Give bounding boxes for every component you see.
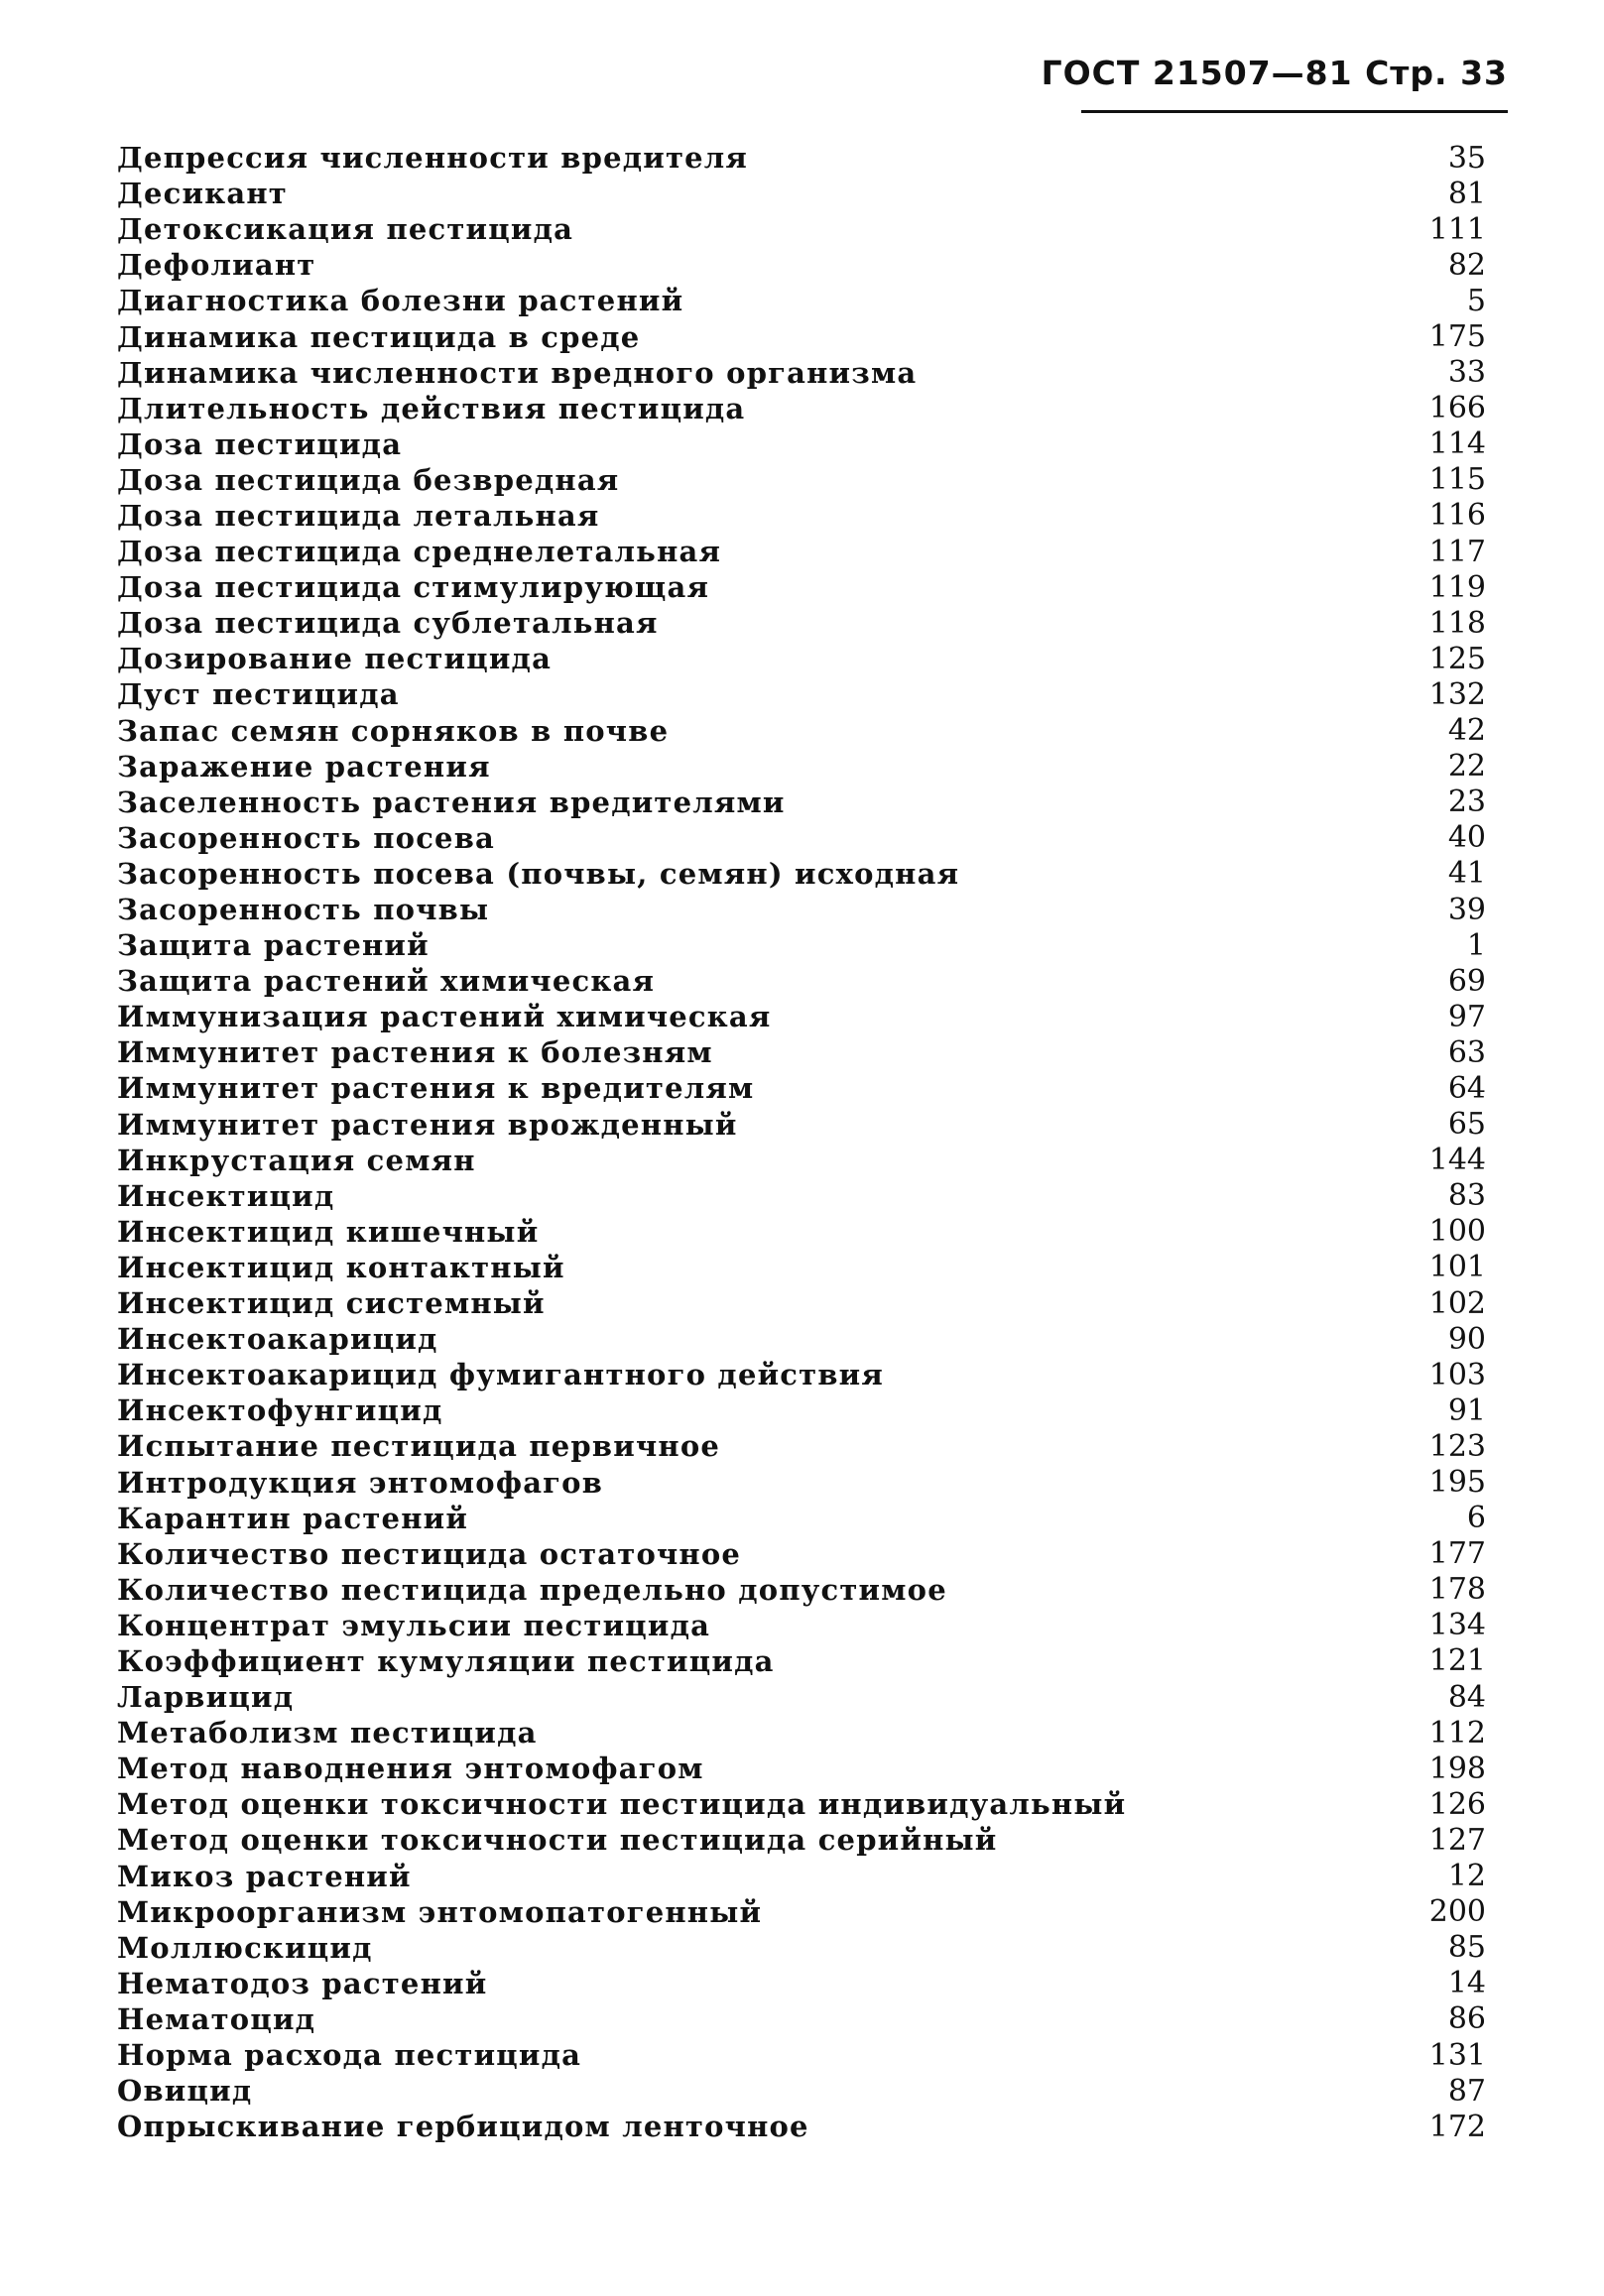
index-page-number: 116: [1428, 498, 1486, 534]
index-term: Засоренность почвы: [117, 893, 490, 927]
index-entry: [117, 247, 1486, 283]
index-page-number: 112: [1428, 1715, 1486, 1751]
index-entry: [117, 1250, 1486, 1285]
index-entry: [117, 534, 1486, 569]
index-term: Метод оценки токсичности пестицида серийный: [117, 1823, 998, 1858]
index-entry: [117, 1715, 1486, 1751]
index-term: Ларвицид: [117, 1680, 295, 1715]
index-entry: [117, 1392, 1486, 1428]
index-entry: [117, 498, 1486, 534]
index-term: Доза пестицида: [117, 426, 403, 461]
index-page-number: 101: [1428, 1250, 1486, 1285]
index-entry: [117, 2037, 1486, 2073]
index-page-number: 81: [1447, 176, 1486, 211]
index-page-number: 23: [1447, 785, 1486, 820]
index-entry: [117, 318, 1486, 354]
index-entry: [117, 1464, 1486, 1500]
index-entry: [117, 963, 1486, 999]
index-page-number: 132: [1428, 676, 1486, 712]
index-page-number: 103: [1428, 1357, 1486, 1392]
index-entry: [117, 856, 1486, 892]
index-page-number: 63: [1447, 1034, 1486, 1070]
index-entry: [117, 999, 1486, 1034]
index-page-number: 166: [1428, 391, 1486, 426]
index-page-number: 97: [1447, 999, 1486, 1034]
index-entry: [117, 1143, 1486, 1178]
index-term: Доза пестицида сублетальная: [117, 606, 659, 641]
index-term: Овицид: [117, 2074, 253, 2109]
index-page-number: 121: [1428, 1643, 1486, 1679]
index-term: Опрыскивание гербицидом ленточное: [117, 2110, 809, 2144]
index-page-number: 200: [1428, 1894, 1486, 1930]
index-entry: [117, 1859, 1486, 1894]
index-term: Детоксикация пестицида: [117, 212, 574, 247]
index-entry: [117, 2073, 1486, 2109]
page-header: [1041, 54, 1508, 113]
index-term: Концентрат эмульсии пестицида: [117, 1608, 711, 1642]
index-term: Иммунизация растений химическая: [117, 1000, 772, 1034]
index-page-number: 39: [1447, 892, 1486, 927]
index-term: Динамика пестицида в среде: [117, 319, 641, 354]
index-page-number: 118: [1428, 605, 1486, 641]
index-entry: [117, 1608, 1486, 1643]
index-page-number: 119: [1428, 569, 1486, 605]
index-page-number: 90: [1447, 1321, 1486, 1357]
index-term: Инсектицид системный: [117, 1286, 546, 1321]
index-entry: [117, 892, 1486, 927]
index-page-number: 198: [1428, 1751, 1486, 1786]
index-term: Коэффициент кумуляции пестицида: [117, 1643, 775, 1678]
index-page-number: 172: [1428, 2109, 1486, 2144]
index-term: Дозирование пестицида: [117, 642, 553, 676]
index-term: Метод наводнения энтомофагом: [117, 1752, 704, 1786]
index-term: Защита растений: [117, 928, 430, 963]
index-term: Инсектоакарицид фумигантного действия: [117, 1358, 885, 1392]
index-term: Инкрустация семян: [117, 1143, 476, 1177]
index-page-number: 177: [1428, 1536, 1486, 1572]
index-entry: [117, 1894, 1486, 1930]
index-entry: [117, 713, 1486, 749]
index-page-number: 114: [1428, 426, 1486, 462]
index-term: Иммунитет растения врожденный: [117, 1107, 738, 1142]
index-entry: [117, 1357, 1486, 1392]
index-page-number: 126: [1428, 1786, 1486, 1822]
index-entry: [117, 391, 1486, 426]
index-entry: [117, 1786, 1486, 1822]
index-page-number: 100: [1428, 1214, 1486, 1250]
index-page-number: 131: [1428, 2037, 1486, 2073]
index-entry: [117, 1428, 1486, 1464]
index-entry: [117, 355, 1486, 391]
index-entry: [117, 140, 1486, 176]
index-page-number: 111: [1428, 211, 1486, 247]
index-term: Доза пестицида стимулирующая: [117, 570, 710, 605]
index-page-number: 127: [1428, 1822, 1486, 1858]
index-entry: [117, 820, 1486, 856]
index-page-number: 83: [1447, 1178, 1486, 1214]
index-term: Инсектицид кишечный: [117, 1214, 540, 1249]
index-term: Испытание пестицида первичное: [117, 1429, 721, 1464]
index-entry: [117, 927, 1486, 963]
index-term: Норма расхода пестицида: [117, 2038, 582, 2073]
index-term: Инсектоакарицид: [117, 1322, 438, 1357]
index-term: Количество пестицида остаточное: [117, 1536, 742, 1571]
index-term: Инсектофунгицид: [117, 1393, 443, 1428]
index-entry: [117, 1321, 1486, 1357]
index-term: Интродукция энтомофагов: [117, 1465, 604, 1500]
index-entry: [117, 2109, 1486, 2144]
index-page-number: 144: [1428, 1143, 1486, 1178]
index-entry: [117, 641, 1486, 676]
index-term: Запас семян сорняков в почве: [117, 713, 670, 748]
index-entry: [117, 462, 1486, 498]
index-page-number: 5: [1466, 283, 1486, 318]
index-entry: [117, 1178, 1486, 1214]
index-page-number: 87: [1447, 2073, 1486, 2109]
index-entry: [117, 749, 1486, 785]
index-entry: [117, 1285, 1486, 1321]
index-entry: [117, 1679, 1486, 1715]
index-page-number: 6: [1466, 1501, 1486, 1536]
index-page-number: 1: [1466, 927, 1486, 963]
index-term: Депрессия численности вредителя: [117, 141, 749, 176]
index-page-number: 64: [1447, 1070, 1486, 1106]
index-term: Доза пестицида безвредная: [117, 462, 620, 497]
index-term: Нематоцид: [117, 2001, 316, 2036]
index-term: Доза пестицида среднелетальная: [117, 535, 722, 569]
header-text: ГОСТ 21507—81 Стр. 33: [1041, 54, 1508, 92]
index-page-number: 35: [1447, 140, 1486, 176]
index-term: Заражение растения: [117, 749, 491, 784]
index-page-number: 195: [1428, 1465, 1486, 1501]
index-page-number: 134: [1428, 1608, 1486, 1643]
index-entry: [117, 1070, 1486, 1106]
index-page-number: 14: [1447, 1966, 1486, 2001]
index-entry: [117, 605, 1486, 641]
index-entry: [117, 1751, 1486, 1786]
index-page-number: 33: [1447, 355, 1486, 391]
index-page-number: 65: [1447, 1107, 1486, 1143]
index-term: Заселенность растения вредителями: [117, 785, 786, 819]
index-page-number: 178: [1428, 1572, 1486, 1608]
index-entry: [117, 1930, 1486, 1966]
index-term: Метаболизм пестицида: [117, 1716, 538, 1751]
index-term: Доза пестицида летальная: [117, 498, 600, 533]
index-term: Моллюскицид: [117, 1930, 373, 1965]
index-entry: [117, 211, 1486, 247]
index-term: Метод оценки токсичности пестицида индивидуальный: [117, 1787, 1127, 1822]
index-entry: [117, 569, 1486, 605]
header-rule: [1081, 110, 1508, 113]
index-entry: [117, 1572, 1486, 1608]
index-term: Динамика численности вредного организма: [117, 355, 918, 390]
index-entry: [117, 1501, 1486, 1536]
index-term: Инсектицид: [117, 1178, 335, 1213]
index-page-number: 82: [1447, 247, 1486, 283]
index-entry: [117, 176, 1486, 211]
index-term: Засоренность посева: [117, 820, 496, 855]
index-term: Десикант: [117, 177, 288, 211]
index-entry: [117, 1034, 1486, 1070]
index-entry: [117, 1107, 1486, 1143]
index-term: Инсектицид контактный: [117, 1250, 565, 1284]
index-entry: [117, 283, 1486, 318]
index-term: Нематодоз растений: [117, 1966, 488, 2000]
index-term: Длительность действия пестицида: [117, 391, 746, 425]
index-term: Засоренность посева (почвы, семян) исходная: [117, 856, 960, 891]
index-page-number: 123: [1428, 1428, 1486, 1464]
index-page-number: 85: [1447, 1930, 1486, 1966]
index-entry: [117, 1966, 1486, 2001]
term-index-list: [117, 140, 1486, 2144]
index-page-number: 91: [1447, 1392, 1486, 1428]
index-term: Микоз растений: [117, 1859, 412, 1893]
index-term: Количество пестицида предельно допустимое: [117, 1572, 947, 1607]
index-page-number: 115: [1428, 462, 1486, 498]
index-page-number: 42: [1447, 713, 1486, 749]
index-entry: [117, 1643, 1486, 1679]
index-page-number: 41: [1447, 856, 1486, 892]
index-entry: [117, 785, 1486, 820]
index-term: Иммунитет растения к вредителям: [117, 1071, 755, 1106]
index-term: Защита растений химическая: [117, 964, 656, 999]
index-entry: [117, 2001, 1486, 2037]
index-page-number: 22: [1447, 749, 1486, 785]
index-page-number: 117: [1428, 534, 1486, 569]
index-page-number: 40: [1447, 820, 1486, 856]
index-entry: [117, 1822, 1486, 1858]
index-term: Дефолиант: [117, 248, 316, 283]
index-page-number: 12: [1447, 1859, 1486, 1894]
index-entry: [117, 1536, 1486, 1572]
index-page-number: 84: [1447, 1679, 1486, 1715]
index-page-number: 175: [1428, 319, 1486, 355]
index-term: Иммунитет растения к болезням: [117, 1035, 713, 1070]
index-term: Диагностика болезни растений: [117, 284, 684, 318]
index-page-number: 86: [1447, 2001, 1486, 2037]
index-entry: [117, 676, 1486, 712]
index-term: Карантин растений: [117, 1501, 469, 1535]
index-page-number: 125: [1428, 641, 1486, 676]
index-term: Дуст пестицида: [117, 677, 400, 712]
index-page-number: 102: [1428, 1285, 1486, 1321]
index-term: Микроорганизм энтомопатогенный: [117, 1894, 763, 1929]
index-page-number: 69: [1447, 963, 1486, 999]
index-entry: [117, 1214, 1486, 1250]
index-entry: [117, 426, 1486, 462]
